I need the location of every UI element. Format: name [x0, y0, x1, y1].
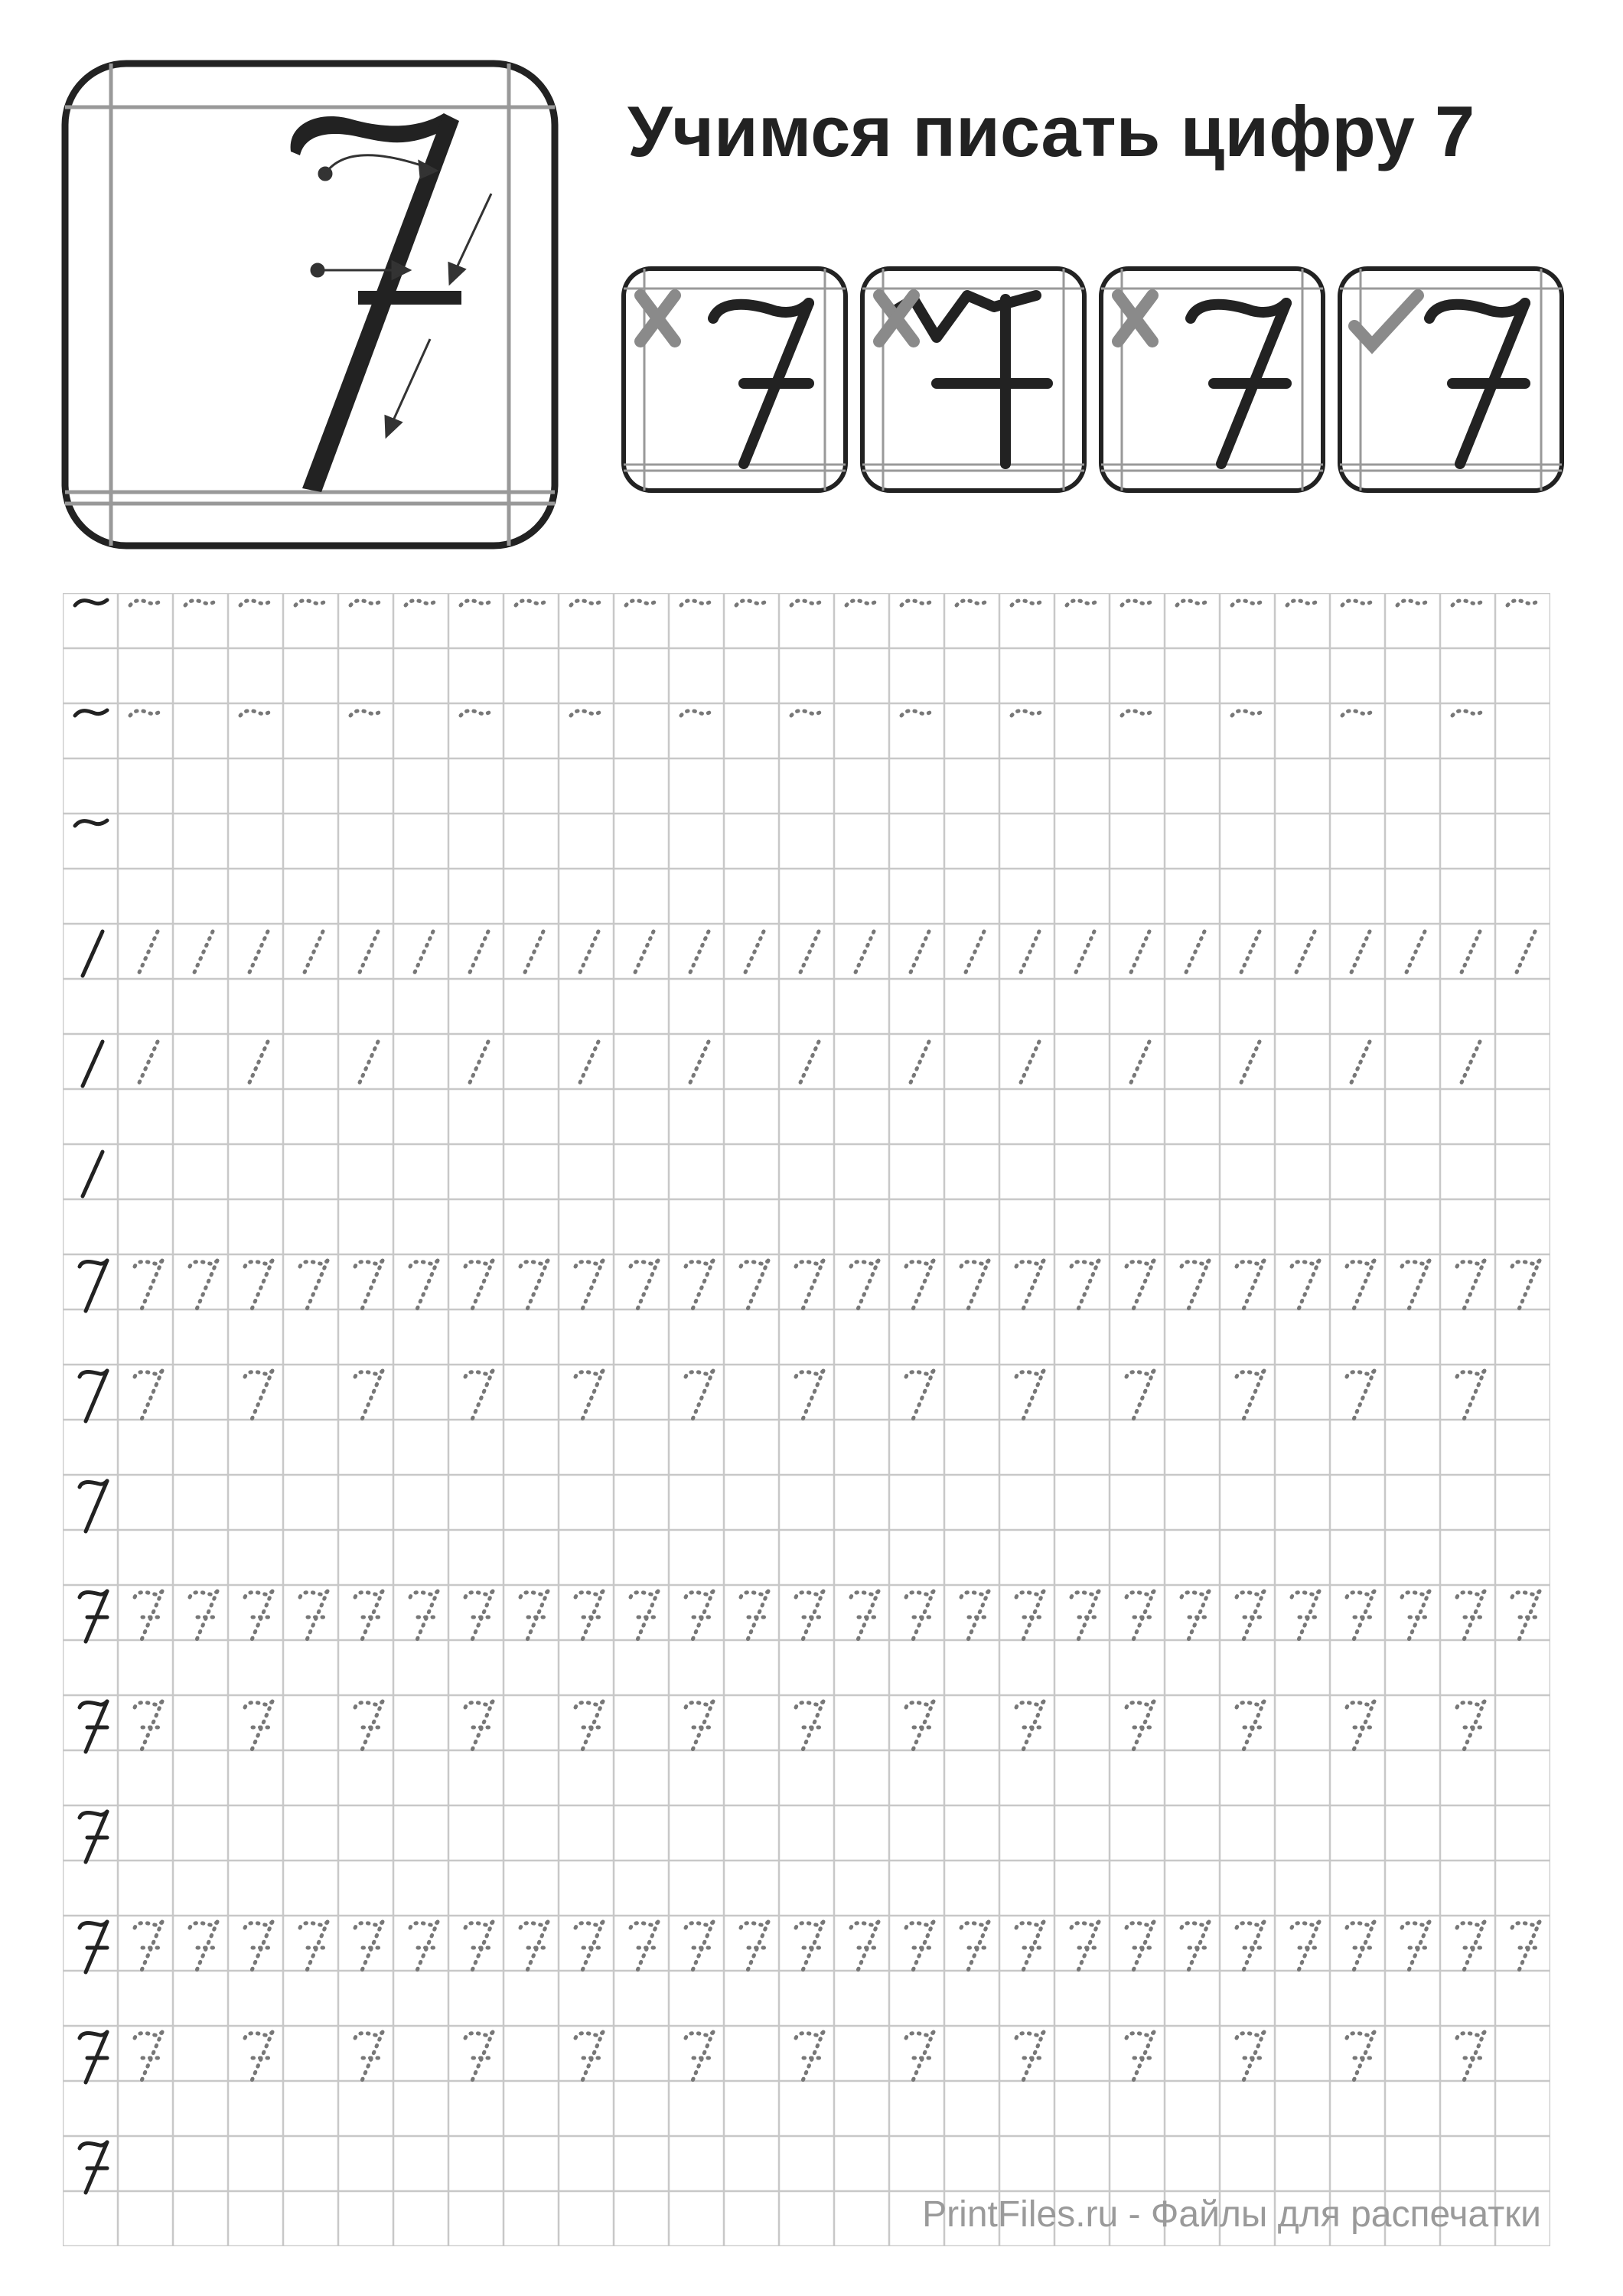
trace-guide — [240, 710, 272, 716]
trace-guide — [1181, 1591, 1209, 1642]
trace-guide — [791, 710, 823, 716]
trace-guide — [465, 1261, 493, 1311]
trace-guide — [741, 1922, 768, 1972]
trace-guide — [465, 1701, 493, 1752]
trace-guide — [961, 1591, 989, 1642]
footer-tagline: Файлы для распечатки — [1150, 2194, 1541, 2235]
trace-guide — [1016, 1922, 1044, 1972]
trace-guide — [1295, 931, 1315, 976]
trace-guide — [906, 1261, 934, 1311]
trace-guide — [1457, 1591, 1484, 1642]
trace-guide — [571, 600, 603, 605]
trace-guide — [1515, 931, 1535, 976]
trace-guide — [516, 600, 548, 605]
trace-guide — [686, 1261, 713, 1311]
trace-guide — [575, 1922, 603, 1972]
example-tiles — [621, 266, 1564, 497]
trace-guide — [303, 931, 323, 976]
trace-guide — [686, 1701, 713, 1752]
trace-guide — [741, 1591, 768, 1642]
trace-guide — [135, 2032, 162, 2082]
trace-guide — [245, 1922, 272, 1972]
trace-guide — [1457, 1261, 1484, 1311]
trace-guide — [906, 1701, 934, 1752]
trace-guide — [1512, 1922, 1540, 1972]
trace-guide — [185, 600, 217, 605]
model-glyph — [83, 1152, 103, 1196]
trace-guide — [135, 1591, 162, 1642]
trace-guide — [468, 1042, 488, 1086]
trace-guide — [1347, 1922, 1374, 1972]
trace-guide — [245, 1261, 272, 1311]
trace-guide — [1397, 600, 1429, 605]
trace-guide — [358, 931, 378, 976]
trace-guide — [1292, 1261, 1319, 1311]
trace-guide — [355, 2032, 383, 2082]
trace-guide — [1402, 1591, 1429, 1642]
trace-guide — [796, 1922, 823, 1972]
trace-guide — [1232, 710, 1264, 716]
trace-guide — [130, 710, 162, 716]
trace-guide — [901, 600, 934, 605]
trace-guide — [575, 1261, 603, 1311]
model-glyph — [83, 1042, 103, 1086]
trace-guide — [1126, 1371, 1154, 1421]
trace-guide — [575, 1701, 603, 1752]
trace-guide — [1452, 710, 1484, 716]
trace-guide — [1460, 931, 1480, 976]
trace-guide — [1342, 600, 1374, 605]
model-glyph — [75, 820, 107, 826]
practice-row-3 — [75, 820, 107, 826]
trace-guide — [240, 600, 272, 605]
trace-guide — [1177, 600, 1209, 605]
practice-row-1 — [75, 600, 1540, 605]
trace-guide — [575, 1591, 603, 1642]
trace-guide — [135, 1261, 162, 1311]
trace-guide — [468, 931, 488, 976]
trace-guide — [355, 1701, 383, 1752]
trace-guide — [1126, 2032, 1154, 2082]
model-glyph — [80, 2032, 107, 2082]
trace-guide — [851, 1261, 878, 1311]
trace-guide — [575, 1371, 603, 1421]
trace-guide — [1181, 1261, 1209, 1311]
trace-guide — [1181, 1922, 1209, 1972]
trace-guide — [190, 1591, 217, 1642]
trace-guide — [190, 1261, 217, 1311]
trace-guide — [1012, 710, 1044, 716]
trace-guide — [1232, 600, 1264, 605]
trace-guide — [854, 931, 874, 976]
trace-guide — [1350, 931, 1370, 976]
trace-guide — [901, 710, 934, 716]
practice-row-4 — [83, 931, 1535, 976]
trace-guide — [796, 1591, 823, 1642]
trace-guide — [1347, 2032, 1374, 2082]
trace-guide — [741, 1261, 768, 1311]
model-glyph — [75, 600, 107, 605]
trace-guide — [520, 1922, 548, 1972]
trace-guide — [851, 1922, 878, 1972]
trace-guide — [1126, 1701, 1154, 1752]
main-example-tile — [61, 60, 559, 550]
trace-guide — [1457, 1701, 1484, 1752]
trace-guide — [1342, 710, 1374, 716]
trace-guide — [1129, 931, 1149, 976]
trace-guide — [465, 1591, 493, 1642]
trace-guide — [631, 1261, 658, 1311]
practice-row-9 — [80, 1481, 107, 1531]
trace-guide — [1507, 600, 1540, 605]
trace-guide — [796, 1371, 823, 1421]
trace-guide — [686, 1591, 713, 1642]
trace-guide — [1016, 1591, 1044, 1642]
trace-guide — [571, 710, 603, 716]
trace-guide — [796, 1701, 823, 1752]
model-glyph — [80, 1481, 107, 1531]
trace-guide — [350, 710, 383, 716]
trace-guide — [736, 600, 768, 605]
trace-guide — [1402, 1261, 1429, 1311]
practice-row-14 — [80, 2032, 1484, 2082]
model-glyph — [80, 2142, 107, 2193]
trace-guide — [964, 931, 984, 976]
trace-guide — [413, 931, 433, 976]
model-glyph — [80, 1371, 107, 1421]
trace-guide — [355, 1371, 383, 1421]
trace-guide — [631, 1591, 658, 1642]
trace-guide — [245, 1701, 272, 1752]
trace-guide — [796, 1261, 823, 1311]
trace-guide — [906, 2032, 934, 2082]
trace-guide — [1350, 1042, 1370, 1086]
trace-guide — [1237, 1701, 1264, 1752]
trace-guide — [957, 600, 989, 605]
trace-guide — [799, 931, 819, 976]
trace-guide — [906, 1922, 934, 1972]
practice-row-12 — [80, 1812, 107, 1862]
trace-guide — [1071, 1922, 1099, 1972]
trace-guide — [465, 1922, 493, 1972]
footer-site: PrintFiles.ru — [922, 2194, 1119, 2235]
trace-guide — [686, 1922, 713, 1972]
trace-guide — [1016, 1261, 1044, 1311]
trace-guide — [851, 1591, 878, 1642]
trace-guide — [1287, 600, 1319, 605]
trace-guide — [1126, 1922, 1154, 1972]
trace-guide — [791, 600, 823, 605]
trace-guide — [1457, 2032, 1484, 2082]
trace-guide — [1237, 1371, 1264, 1421]
trace-guide — [355, 1261, 383, 1311]
model-glyph — [80, 1261, 107, 1311]
trace-guide — [465, 1371, 493, 1421]
practice-row-5 — [83, 1042, 1480, 1086]
trace-guide — [1071, 1591, 1099, 1642]
practice-row-15 — [80, 2142, 107, 2193]
trace-guide — [1237, 1591, 1264, 1642]
trace-guide — [461, 710, 493, 716]
trace-guide — [1122, 710, 1154, 716]
trace-guide — [1512, 1591, 1540, 1642]
trace-guide — [1126, 1591, 1154, 1642]
trace-guide — [1292, 1922, 1319, 1972]
trace-guide — [799, 1042, 819, 1086]
trace-guide — [520, 1261, 548, 1311]
trace-guide — [1237, 2032, 1264, 2082]
trace-guide — [1016, 2032, 1044, 2082]
model-glyph — [75, 710, 107, 716]
trace-guide — [520, 1591, 548, 1642]
trace-guide — [1347, 1261, 1374, 1311]
trace-guide — [681, 710, 713, 716]
trace-guide — [406, 600, 438, 605]
trace-guide — [961, 1261, 989, 1311]
trace-guide — [686, 2032, 713, 2082]
trace-guide — [1405, 931, 1425, 976]
trace-guide — [1016, 1701, 1044, 1752]
practice-row-6 — [83, 1152, 103, 1196]
trace-guide — [245, 2032, 272, 2082]
practice-row-7 — [80, 1261, 1540, 1311]
trace-guide — [1237, 1261, 1264, 1311]
trace-guide — [295, 600, 328, 605]
footer-credit — [922, 2194, 1541, 2235]
trace-guide — [130, 600, 162, 605]
trace-guide — [1016, 1371, 1044, 1421]
trace-guide — [1122, 600, 1154, 605]
trace-guide — [1012, 600, 1044, 605]
trace-guide — [1457, 1371, 1484, 1421]
trace-guide — [248, 931, 268, 976]
trace-guide — [575, 2032, 603, 2082]
trace-guide — [796, 2032, 823, 2082]
trace-guide — [1067, 600, 1099, 605]
trace-guide — [461, 600, 493, 605]
trace-guide — [138, 931, 158, 976]
trace-guide — [1460, 1042, 1480, 1086]
practice-row-10 — [80, 1591, 1540, 1642]
trace-guide — [906, 1591, 934, 1642]
trace-guide — [1292, 1591, 1319, 1642]
trace-guide — [1129, 1042, 1149, 1086]
model-glyph — [80, 1812, 107, 1862]
model-glyph — [83, 931, 103, 976]
trace-guide — [300, 1261, 328, 1311]
trace-guide — [686, 1371, 713, 1421]
trace-guide — [1512, 1261, 1540, 1311]
trace-guide — [578, 931, 598, 976]
trace-guide — [410, 1922, 438, 1972]
footer-separator: - — [1118, 2194, 1151, 2235]
trace-guide — [245, 1591, 272, 1642]
trace-guide — [350, 600, 383, 605]
trace-guide — [135, 1701, 162, 1752]
trace-guide — [1019, 1042, 1039, 1086]
model-glyph — [80, 1591, 107, 1642]
practice-row-8 — [80, 1371, 1484, 1421]
trace-guide — [355, 1922, 383, 1972]
trace-guide — [1347, 1591, 1374, 1642]
trace-guide — [135, 1371, 162, 1421]
trace-guide — [961, 1922, 989, 1972]
trace-guide — [689, 1042, 709, 1086]
trace-guide — [1402, 1922, 1429, 1972]
trace-guide — [410, 1261, 438, 1311]
trace-guide — [245, 1371, 272, 1421]
trace-guide — [1019, 931, 1039, 976]
example-tile-1 — [621, 266, 846, 491]
trace-guide — [358, 1042, 378, 1086]
trace-guide — [578, 1042, 598, 1086]
practice-grid — [63, 593, 1550, 2246]
trace-guide — [1452, 600, 1484, 605]
trace-guide — [138, 1042, 158, 1086]
trace-guide — [1074, 931, 1094, 976]
trace-guide — [410, 1591, 438, 1642]
trace-guide — [1237, 1922, 1264, 1972]
trace-guide — [909, 931, 929, 976]
trace-guide — [1240, 931, 1260, 976]
trace-guide — [1126, 1261, 1154, 1311]
trace-guide — [300, 1922, 328, 1972]
trace-guide — [355, 1591, 383, 1642]
page-title: Учимся писать цифру 7 — [627, 91, 1475, 171]
trace-guide — [909, 1042, 929, 1086]
trace-guide — [1071, 1261, 1099, 1311]
trace-guide — [1347, 1701, 1374, 1752]
grid-lines — [63, 593, 1550, 2246]
trace-guide — [248, 1042, 268, 1086]
practice-row-13 — [80, 1922, 1540, 1972]
trace-guide — [846, 600, 878, 605]
trace-guide — [1240, 1042, 1260, 1086]
trace-guide — [135, 1922, 162, 1972]
trace-guide — [523, 931, 543, 976]
trace-guide — [193, 931, 213, 976]
trace-guide — [465, 2032, 493, 2082]
practice-row-11 — [80, 1701, 1484, 1752]
trace-guide — [1457, 1922, 1484, 1972]
trace-guide — [744, 931, 764, 976]
model-glyph — [80, 1922, 107, 1972]
trace-guide — [1347, 1371, 1374, 1421]
trace-guide — [906, 1371, 934, 1421]
trace-guide — [634, 931, 653, 976]
trace-guide — [689, 931, 709, 976]
model-glyph — [80, 1701, 107, 1752]
trace-guide — [1185, 931, 1204, 976]
trace-guide — [631, 1922, 658, 1972]
trace-guide — [681, 600, 713, 605]
trace-guide — [626, 600, 658, 605]
trace-guide — [190, 1922, 217, 1972]
trace-guide — [300, 1591, 328, 1642]
